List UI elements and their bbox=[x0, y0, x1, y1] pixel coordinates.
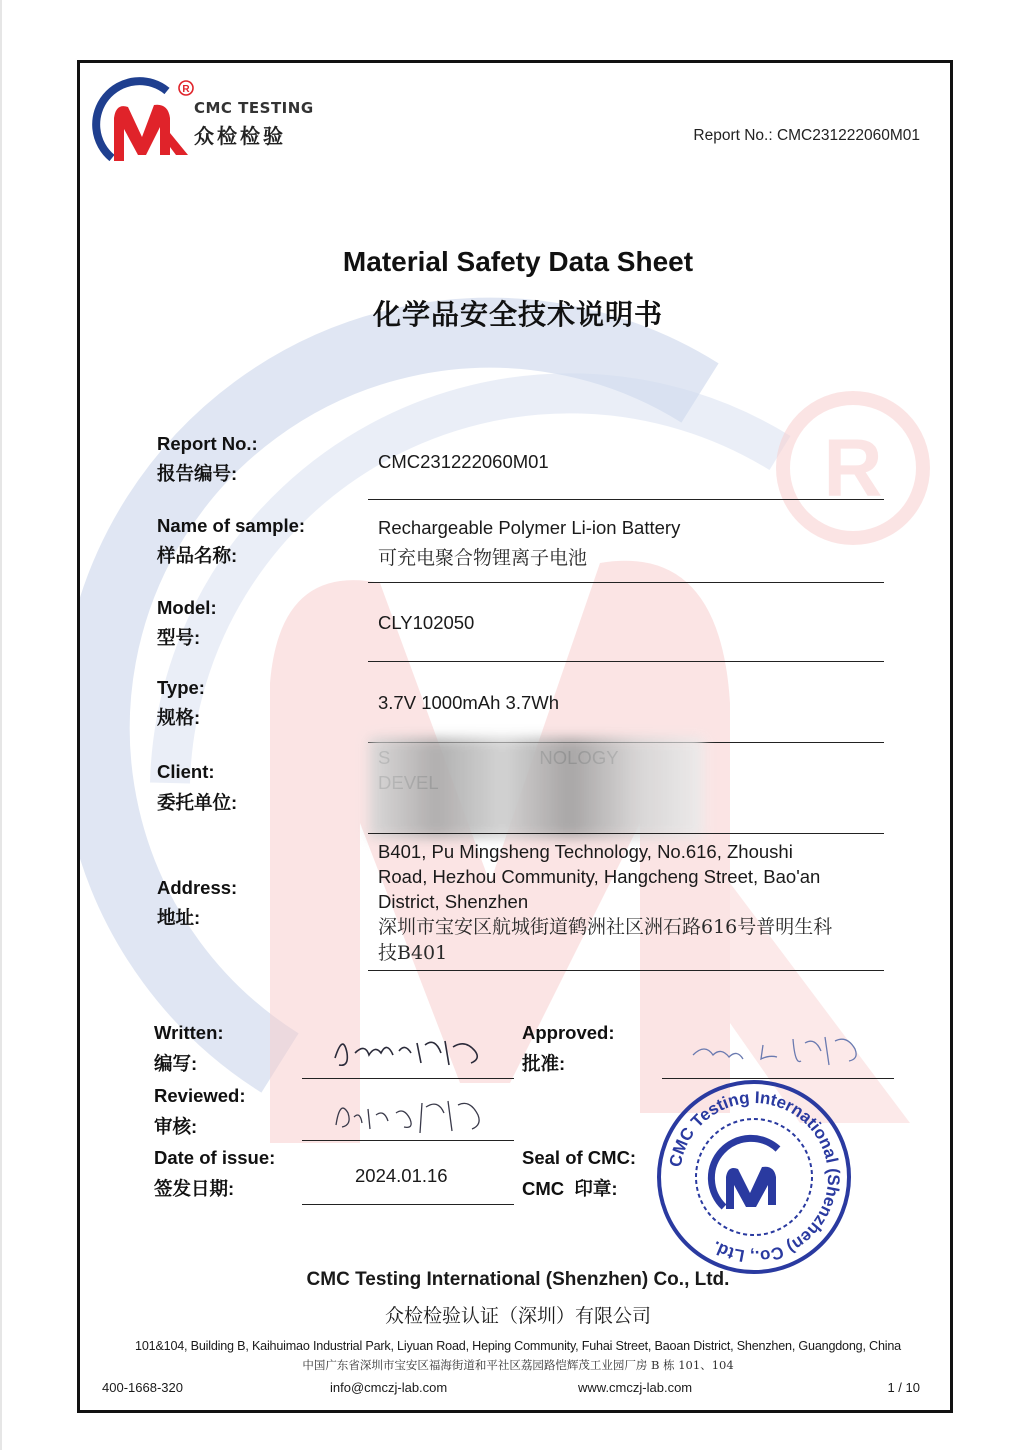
address-value bbox=[378, 839, 888, 966]
address-label-cn: 地址: bbox=[157, 907, 201, 928]
footer-phone: 400-1668-320 bbox=[102, 1380, 183, 1395]
seal-ring-text: CMC Testing International (Shenzhen) Co., Ltd. bbox=[665, 1087, 844, 1267]
footer-company-cn: 众检检验认证（深圳）有限公司 bbox=[384, 1305, 651, 1327]
reviewed-label-en: Reviewed: bbox=[154, 1085, 246, 1106]
written-label-en: Written: bbox=[154, 1022, 224, 1043]
model-value: CLY102050 bbox=[378, 612, 475, 633]
written-label-cn: 编写: bbox=[154, 1053, 198, 1074]
redacted-client-area bbox=[369, 738, 704, 838]
brand-name-cn: 众检检验 bbox=[194, 126, 286, 148]
address-cn-line-2: 技B401 bbox=[378, 942, 448, 964]
type-label-cn: 规格: bbox=[157, 707, 201, 728]
divider bbox=[368, 970, 884, 971]
approved-label-cn: 批准: bbox=[522, 1053, 566, 1074]
seal-label-en: Seal of CMC: bbox=[522, 1147, 637, 1168]
sample-label-cn: 样品名称: bbox=[157, 545, 238, 566]
approved-signature bbox=[685, 1025, 870, 1070]
client-label-cn: 委托单位: bbox=[157, 792, 238, 813]
page-number: 1 / 10 bbox=[887, 1380, 920, 1395]
footer-address-cn: 中国广东省深圳市宝安区福海街道和平社区荔园路恺辉茂工业园厂房 B 栋 101、104 bbox=[302, 1358, 734, 1372]
address-en-line-1: B401, Pu Mingsheng Technology, No.616, Zhoushi bbox=[378, 841, 793, 862]
report-no-value: CMC231222060M01 bbox=[378, 451, 549, 472]
written-signature bbox=[325, 1023, 495, 1073]
company-seal-icon bbox=[654, 1077, 854, 1277]
footer-address-en: 101&104, Building B, Kaihuimao Industrial Park, Liyuan Road, Heping Community, Fuhai Street, Baoan District, Shenzhen, Guangdong, China bbox=[135, 1339, 901, 1353]
divider bbox=[302, 1078, 514, 1079]
svg-text:R: R bbox=[182, 84, 190, 95]
seal-label-cn: CMC 印章: bbox=[522, 1178, 618, 1199]
svg-text:CMC Testing International (She bbox=[666, 1088, 843, 1266]
client-label-en: Client: bbox=[157, 761, 215, 782]
date-value: 2024.01.16 bbox=[355, 1165, 448, 1186]
divider bbox=[368, 661, 884, 662]
brand-name-en: CMC TESTING bbox=[194, 99, 314, 117]
address-label-en: Address: bbox=[157, 877, 238, 898]
document-frame bbox=[77, 60, 953, 1413]
document-title-cn: 化学品安全技术说明书 bbox=[372, 299, 663, 330]
document-title-en: Material Safety Data Sheet bbox=[342, 246, 694, 277]
reviewed-label-cn: 审核: bbox=[154, 1116, 198, 1137]
footer-website[interactable]: www.cmczj-lab.com bbox=[578, 1380, 693, 1395]
address-en-line-3: District, Shenzhen bbox=[378, 891, 529, 912]
date-label-en: Date of issue: bbox=[154, 1147, 276, 1168]
address-cn-line-1: 深圳市宝安区航城街道鹤洲社区洲石路616号普明生科 bbox=[378, 916, 833, 938]
reviewed-signature bbox=[330, 1089, 500, 1139]
type-label-en: Type: bbox=[157, 677, 205, 698]
model-label-en: Model: bbox=[157, 597, 217, 618]
report-no-label-en: Report No.: bbox=[157, 433, 258, 454]
approved-label-en: Approved: bbox=[522, 1022, 615, 1043]
cmc-logo-icon bbox=[92, 73, 202, 173]
divider bbox=[368, 833, 884, 834]
divider bbox=[368, 499, 884, 500]
address-en-line-2: Road, Hezhou Community, Hangcheng Street, Bao'an bbox=[378, 866, 821, 887]
divider bbox=[302, 1140, 514, 1141]
svg-text:R: R bbox=[823, 423, 883, 514]
footer-company-en: CMC Testing International (Shenzhen) Co., Ltd. bbox=[306, 1269, 730, 1290]
footer-email[interactable]: info@cmczj-lab.com bbox=[330, 1380, 448, 1395]
header-report-number: Report No.: CMC231222060M01 bbox=[693, 127, 920, 144]
type-value: 3.7V 1000mAh 3.7Wh bbox=[378, 692, 559, 713]
sample-value-cn: 可充电聚合物锂离子电池 bbox=[378, 547, 588, 569]
date-label-cn: 签发日期: bbox=[154, 1178, 235, 1199]
sample-label-en: Name of sample: bbox=[157, 515, 306, 536]
divider bbox=[302, 1204, 514, 1205]
model-label-cn: 型号: bbox=[157, 627, 201, 648]
report-no-label-cn: 报告编号: bbox=[157, 463, 238, 484]
sample-value-en: Rechargeable Polymer Li-ion Battery bbox=[378, 517, 681, 538]
divider bbox=[368, 582, 884, 583]
